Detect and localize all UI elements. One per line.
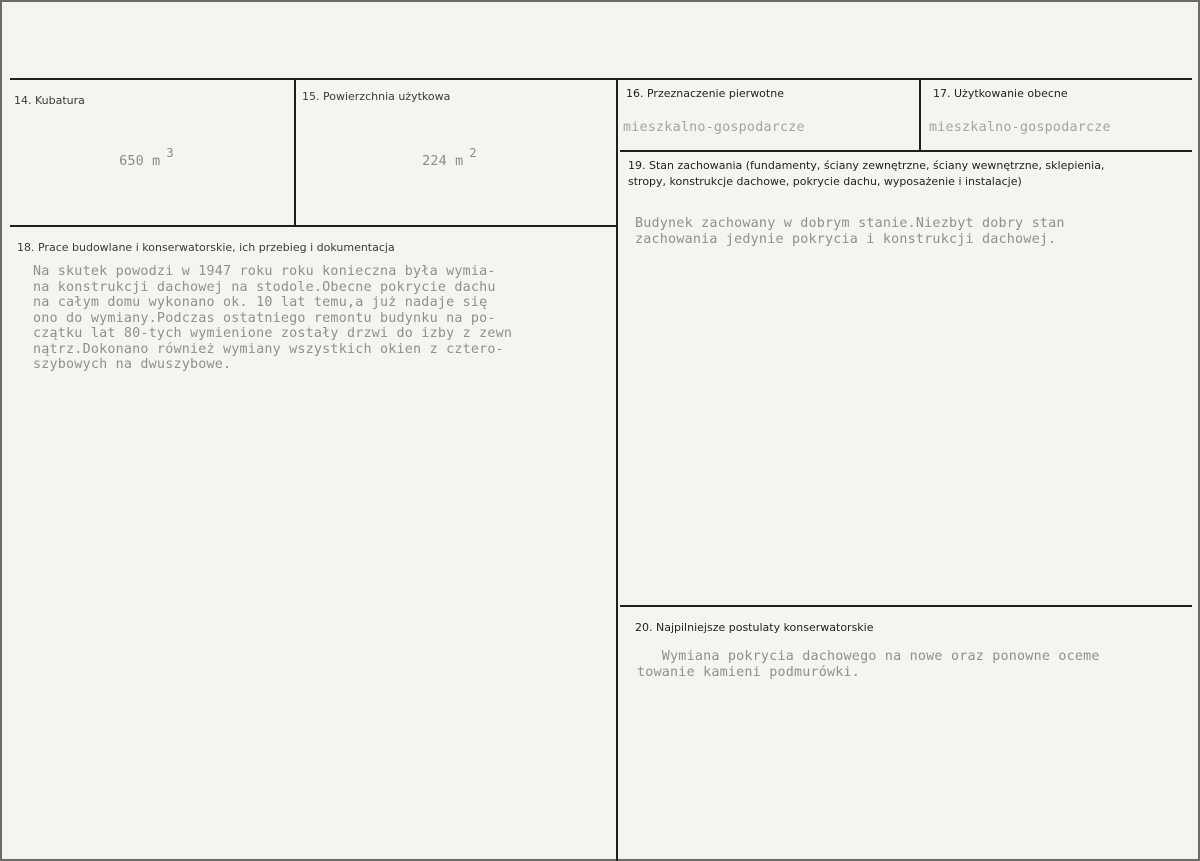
field-20-label: 20. Najpilniejsze postulaty konserwatorskie [635, 621, 874, 634]
field-17-label: 17. Użytkowanie obecne [933, 87, 1068, 100]
field-20-text: Wymiana pokrycia dachowego na nowe oraz ponowne oceme towanie kamieni podmurówki. [637, 649, 1100, 680]
field-18-text: Na skutek powodzi w 1947 roku roku konieczna była wymia- na konstrukcji dachowej na stodole.Obecne pokrycie dachu na całym domu wykonano ok. 10 lat temu,a już nadaje się ono do wymiany.Podczas ostatniego remontu budynku na po- czątku lat 80-tych wymienione zostały drzwi do izby z zewn nątrz.Dokonano również wymiany wszystkich okien z cztero- szybowych na dwuszybowe. [33, 264, 513, 372]
field-18-label: 18. Prace budowlane i konserwatorskie, ich przebieg i dokumentacja [17, 241, 395, 254]
field-19-label: 19. Stan zachowania (fundamenty, ściany zewnętrzne, ściany wewnętrzne, sklepienia, stropy, konstrukcje dachowe, pokrycie dachu, wyposażenie i instalacje) [628, 159, 1105, 188]
field-15-value [389, 138, 477, 185]
rule-top [10, 78, 1192, 80]
field-15-exponent: 2 [469, 145, 477, 160]
field-17-value: mieszkalno-gospodarcze [929, 120, 1111, 135]
field-15-label: 15. Powierzchnia użytkowa [302, 90, 451, 103]
field-14-value [86, 138, 174, 185]
rule-right-lower [620, 605, 1192, 607]
field-15-number: 224 m [422, 153, 464, 169]
divider-14-15 [294, 80, 296, 226]
field-14-label: 14. Kubatura [14, 94, 85, 107]
field-16-label: 16. Przeznaczenie pierwotne [626, 87, 784, 100]
rule-left-top [10, 225, 616, 227]
field-14-exponent: 3 [166, 145, 174, 160]
field-16-value: mieszkalno-gospodarcze [623, 120, 805, 135]
rule-right-mid [620, 150, 1192, 152]
divider-16-17 [919, 80, 921, 150]
field-19-text: Budynek zachowany w dobrym stanie.Niezbyt dobry stan zachowania jedynie pokrycia i konstrukcji dachowej. [635, 216, 1065, 247]
divider-main [616, 80, 618, 861]
field-14-number: 650 m [119, 153, 161, 169]
